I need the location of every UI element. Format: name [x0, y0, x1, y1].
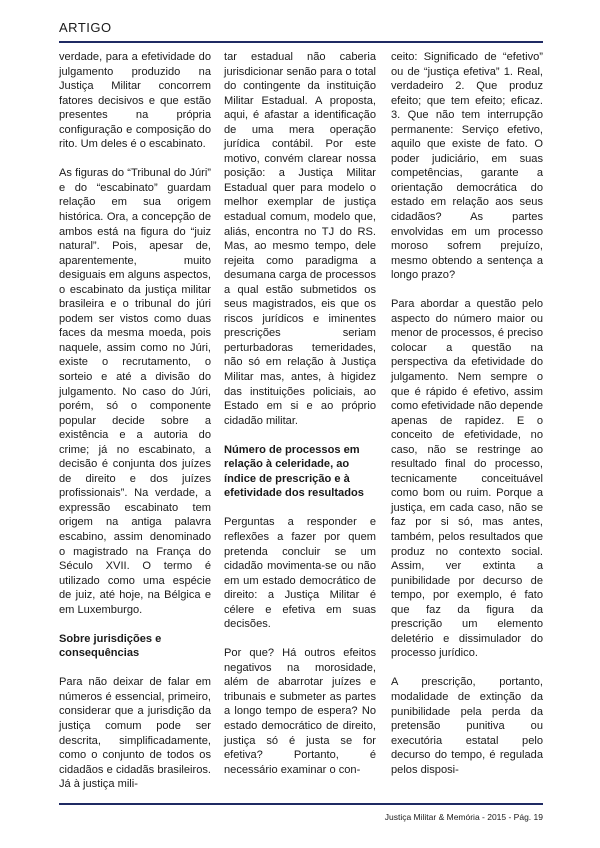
- paragraph: ceito: Significado de “efetivo” ou de “justiça efetiva” 1. Real, verdadeiro 2. Que produz efeito; que tem efeito; eficaz. 3. Que não tem interrupção permanente: Serviço efetivo, aquilo que existe de fato. O poder judiciário, em suas competências, garante a orientação democrática do estado em relação aos seus cidadãos? As partes envolvidas em um processo moroso sofrem prejuízo, mesmo obtendo a sentença a longo prazo?: [391, 51, 543, 282]
- paragraph: Para abordar a questão pelo aspecto do número maior ou menor de processos, é preciso colocar a questão na perspectiva da efetividade do julgamento. Nem sempre o que é rápido é efetivo, assim como efetividade não depende apenas de rapidez. E o conceito de efetividade, no caso, não se restringe ao resultado final do processo, tecnicamente conceituável como bom ou ruim. Porque a justiça, em cada caso, não se faz por si só, mas antes, também, pelos resultados que produz no contexto social. Assim, ver extinta a punibilidade por decurso de tempo, por exemplo, é fato que faz da figura da prescrição um elemento deletério e dissimulador do processo jurídico.: [391, 298, 543, 660]
- header-rule: [59, 41, 543, 43]
- paragraph: A prescrição, portanto, modalidade de extinção da punibilidade pela perda da pretensão punitiva ou executória estatal pelo decurso do tempo, é regulada pelos disposi-: [391, 676, 543, 776]
- footer-rule: [59, 803, 543, 805]
- paragraph: tar estadual não caberia jurisdicionar senão para o total do contingente da instituição Militar Estadual. A proposta, aqui, é afastar a identificação de uma mera operação jurídica contábil. Por este motivo, convém clarear nossa posição: a Justiça Militar Estadual quer para modelo o melhor exemplar de justiça estadual comum, modelo que, aliás, encontra no TJ do RS. Mas, ao mesmo tempo, dele rejeita como paradigma a desumana carga de processos a qual estão submetidos os seus magistrados, eis que os riscos jurídicos e iminentes prescrições seriam perturbadoras temeridades, não só em relação à Justiça Militar mas, antes, à higidez das instituições policiais, ao Estado em si e ao próprio cidadão militar.: [224, 51, 376, 427]
- section-label: ARTIGO: [59, 20, 112, 35]
- page-footer: Justiça Militar & Memória - 2015 - Pág. 19: [384, 812, 543, 822]
- paragraph: Para não deixar de falar em números é essencial, primeiro, considerar que a jurisdição da justiça comum pode ser descrita, simplificadamente, como o conjunto de todos os cidadãos e cidadãs brasileiros. Já à justiça mili-: [59, 676, 211, 791]
- text-column-1: [59, 50, 211, 792]
- paragraph: Por que? Há outros efeitos negativos na morosidade, além de abarrotar juízes e tribunais e submeter as partes a longo tempo de espera? No estado democrático de direito, justiça só é justa se for efetiva? Portanto, é necessário examinar o con-: [224, 647, 376, 776]
- paragraph: As figuras do “Tribunal do Júri” e do “escabinato” guardam relação em sua origem histórica. Ora, a concepção de ambos está na figura do “juiz natural”. Pois, apesar de, aparentemente, muito desiguais em alguns aspectos, o escabinato da justiça militar brasileira e o tribunal do júri podem ser vistos como duas faces da mesma moeda, pois naquele, assim como no Júri, existe o recrutamento, o sorteio e até a divisão do julgamento. No caso do Júri, porém, só o componente popular decide sobre a existência e a autoria do crime; já no escabinato, a decisão é conjunta dos juízes de direito e dos juízes profissionais”. Na verdade, a expressão escabinato tem origem na antiga palavra escabino, assim denominado o magistrado na França do Século XVII. O termo é utilizado como uma espécie de juiz, até hoje, na Bélgica e em Luxemburgo.: [59, 167, 211, 616]
- paragraph: verdade, para a efetividade do julgamento produzido na Justiça Militar concorrem fatores decisivos e que estão presentes na própria configuração e composição do rito. Um deles é o escabinato.: [59, 51, 211, 151]
- section-heading: Sobre jurisdições e consequências: [59, 632, 162, 660]
- text-column-2: [224, 50, 376, 777]
- section-heading: Número de processos em relação à celeridade, ao índice de prescrição e à efetividade dos resultados: [224, 443, 364, 500]
- paragraph: Perguntas a responder e reflexões a fazer por quem pretenda concluir se um cidadão movimenta-se ou não em um estado democrático de direito: a Justiça Militar é célere e efetiva em suas decisões.: [224, 516, 376, 631]
- text-column-3: [391, 50, 543, 777]
